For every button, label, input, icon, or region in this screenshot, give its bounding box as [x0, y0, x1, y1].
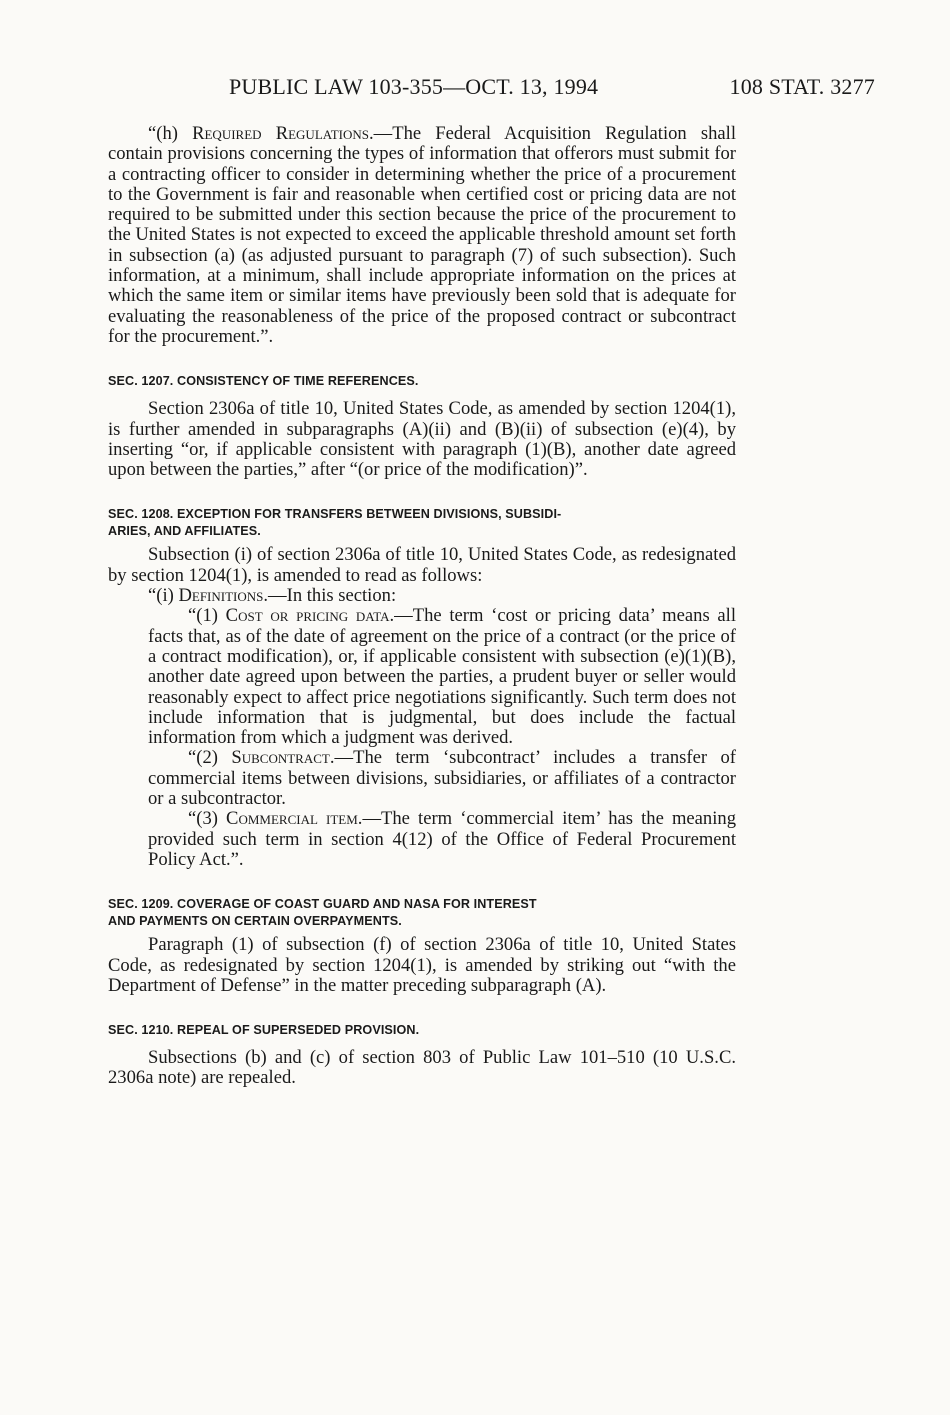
- subsection-h: “(h) Required Regulations.—The Federal Acquisition Regulation shall contain provisions concerning the types of information that offerors must submit for a contracting officer to consider in determining whether the price of a procurement to the Government is fair and reasonable when certified cost or pricing data are not required to be submitted under this section because the price of the procurement to the United States is not expected to exceed the applicable threshold amount set forth in subsection (a) (as adjusted pursuant to paragraph (7) of such subsection). Such information, at a minimum, shall include appropriate information on the prices at which the same item or similar items have previously been sold that is adequate for evaluating the reasonableness of the price of the proposed contract or subcontract for the procurement.”.: [108, 123, 736, 347]
- body-column: [108, 124, 736, 1089]
- definitions-subsection: “(i) Definitions.—In this section:: [148, 585, 397, 607]
- page-header: [0, 74, 950, 106]
- paragraph-2-subcontract: “(2) Subcontract.—The term ‘subcontract’ includes a transfer of commercial items between divisions, subsidiaries, or affiliates of a contractor or a subcontractor.: [148, 747, 736, 810]
- statute-page-number: 108 STAT. 3277: [729, 74, 875, 99]
- section-heading-1207: SEC. 1207. CONSISTENCY OF TIME REFERENCES.: [108, 374, 419, 389]
- section-heading-1209: SEC. 1209. COVERAGE OF COAST GUARD AND NASA FOR INTEREST AND PAYMENTS ON CERTAIN OVERPAYMENTS.: [108, 897, 537, 929]
- section-heading-1210: SEC. 1210. REPEAL OF SUPERSEDED PROVISION.: [108, 1023, 420, 1038]
- section-heading-1208: SEC. 1208. EXCEPTION FOR TRANSFERS BETWEEN DIVISIONS, SUBSIDI- ARIES, AND AFFILIATES.: [108, 507, 562, 539]
- subsection-caption: Required Regulations.: [192, 123, 374, 144]
- paragraph-1-cost-or-pricing-data: “(1) Cost or pricing data.—The term ‘cost or pricing data’ means all facts that, as of the date of agreement on the price of a contract (or the price of a contract modification), or, if applicable consistent with subsection (e)(1)(B), another date agreed upon between the parties, a prudent buyer or seller would reasonably expect to affect price negotiations significantly. Such term does not include information that is judgmental, but does include the factual information from which a judgment was derived.: [148, 605, 736, 749]
- law-citation: PUBLIC LAW 103-355—OCT. 13, 1994: [229, 74, 599, 99]
- paragraph-1-caption: Cost or pricing data.: [225, 605, 395, 627]
- section-text-1210: Subsections (b) and (c) of section 803 of Public Law 101–510 (10 U.S.C. 2306a note) are repealed.: [108, 1047, 736, 1089]
- section-text-1207: Section 2306a of title 10, United States Code, as amended by section 1204(1), is further amended in subparagraphs (A)(ii) and (B)(ii) of subsection (e)(4), by inserting “or, if applicable consistent with paragraph (1)(B), another date agreed upon between the parties,” after “(or price of the modification)”.: [108, 398, 736, 481]
- section-text-1209: Paragraph (1) of subsection (f) of section 2306a of title 10, United States Code, as redesignated by section 1204(1), is amended by striking out “with the Department of Defense” in the matter preceding subparagraph (A).: [108, 934, 736, 996]
- paragraph-3-commercial-item: “(3) Commercial item.—The term ‘commercial item’ has the meaning provided such term in section 4(12) of the Office of Federal Procurement Policy Act.”.: [148, 808, 736, 870]
- definitions-caption: Definitions.: [178, 585, 269, 607]
- section-text-1208: Subsection (i) of section 2306a of title 10, United States Code, as redesignated by section 1204(1), is amended to read as follows:: [108, 544, 736, 586]
- paragraph-2-caption: Subcontract.: [231, 747, 335, 769]
- paragraph-3-caption: Commercial item.: [226, 808, 363, 830]
